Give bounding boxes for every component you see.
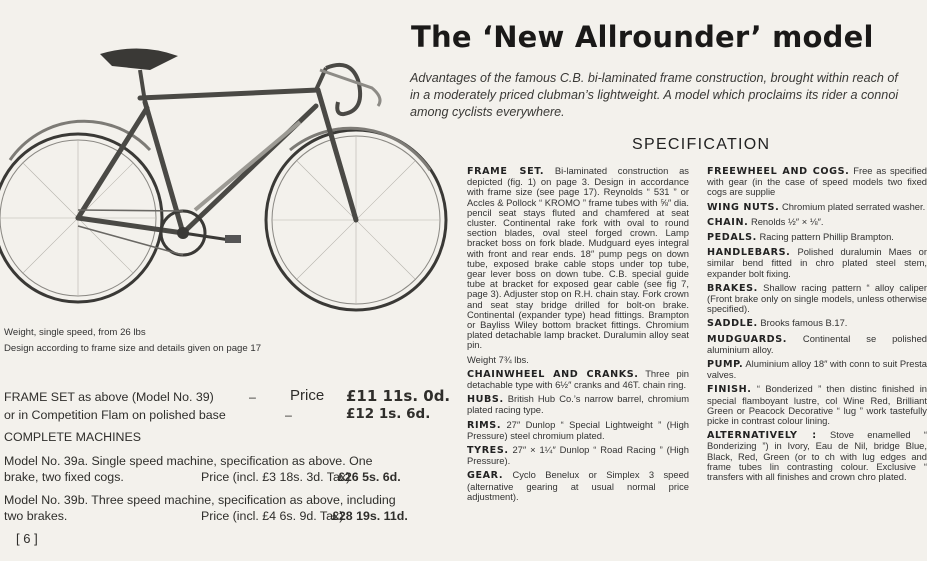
spec-item-text: Renolds ½″ × ⅛″. (750, 215, 824, 227)
spec-item (707, 384, 927, 426)
spec-item (707, 283, 927, 315)
spec-item-label: PEDALS. (707, 232, 757, 244)
spec-item (467, 369, 689, 390)
flam-dash: – (285, 408, 292, 422)
spec-item (707, 334, 927, 355)
spec-item (707, 247, 927, 279)
spec-item-label: RIMS. (467, 419, 502, 431)
specification-heading: SPECIFICATION (632, 136, 771, 153)
model-39b-tax: Price (incl. £4 6s. 9d. Tax) (201, 509, 344, 523)
spec-item-text: Polished duralumin Maes or similar bend fitted in chro plated steel stem, expander bolt fixing. (707, 246, 927, 279)
model-39b-line1: Model No. 39b. Three speed machine, specification as above, including (4, 493, 396, 507)
spec-item (707, 430, 927, 482)
spec-item (467, 470, 689, 502)
spec-item (707, 232, 927, 243)
spec-column-right (707, 166, 927, 486)
spec-item-label: FINISH. (707, 384, 752, 396)
spec-item-label: MUDGUARDS. (707, 333, 787, 345)
flam-label: or in Competition Flam on polished base (4, 408, 226, 422)
page-number: [ 6 ] (16, 531, 38, 546)
spec-item-label: CHAINWHEEL AND CRANKS. (467, 368, 639, 380)
spec-item-label: ALTERNATIVELY : (707, 430, 817, 442)
weight-caption: Weight, single speed, from 26 lbs (4, 327, 146, 338)
spec-item-text: Brooks famous B.17. (760, 317, 848, 329)
model-39b-line2: two brakes. (4, 509, 68, 523)
spec-item-label: GEAR. (467, 470, 504, 482)
spec-item-label: TYRES. (467, 445, 509, 457)
spec-item-text: “ Bonderized ” then distinc finished in special flamboyant lustre, col Wine Red, Brilliant Green or Peacock Decorative “ lug ” work tastefully picke in contrast colour lining. (707, 383, 927, 427)
page-title: The ‘New Allrounder’ model (411, 20, 874, 54)
spec-item-label: PUMP. (707, 359, 744, 371)
bicycle-illustration (0, 40, 460, 330)
intro-line: in a moderately priced clubman’s lightweight. A model which proclaims its rider a connoi (410, 88, 899, 102)
model-39b-price: £28 19s. 11d. (332, 509, 408, 523)
intro-paragraph (410, 70, 920, 121)
spec-item-text: Free as specified with gear (in the case of speed models two fixed cogs are supplie (707, 165, 927, 198)
spec-column-left (467, 166, 689, 506)
spec-item (707, 318, 927, 329)
spec-item-text: Chromium plated serrated washer. (781, 200, 926, 212)
spec-item-label: CHAIN. (707, 216, 749, 228)
spec-item-text: British Hub Co.’s narrow barrel, chromium plated racing type. (467, 393, 690, 416)
spec-item-text: Racing pattern Phillip Brampton. (759, 231, 894, 243)
spec-item-text: Three pin detachable type with 6½″ cranks and 46T. chain ring. (467, 367, 690, 391)
design-caption: Design according to frame size and details given on page 17 (4, 343, 262, 354)
intro-line: Advantages of the famous C.B. bi-laminated frame construction, brought within reach of (410, 71, 898, 85)
spec-item-text: Stove enamelled “ Bonderizing ”) in Ivory, Eau de Nil, bridge Blue, Black, Red, Green (or to ch with lug edges and frame tubes lin contrasting colour. Exclusive “ transfers with all finishes and crown chro plated. (707, 429, 927, 483)
spec-item (707, 359, 927, 380)
spec-item (707, 202, 927, 213)
spec-item-label: FREEWHEEL AND COGS. (707, 166, 850, 177)
spec-item-label: WING NUTS. (707, 201, 780, 213)
spec-item (467, 394, 689, 415)
spec-item-label: SADDLE. (707, 318, 758, 330)
frameset-label: FRAME SET as above (Model No. 39) (4, 390, 214, 404)
frameset-dash: – (249, 390, 256, 404)
spec-item (707, 217, 927, 228)
frameset-price: £11 11s. 0d. (346, 387, 451, 405)
spec-item-text: Shallow racing pattern “ alloy caliper (Front brake only on single models, unless otherwise specified). (707, 281, 927, 315)
spec-item (467, 166, 689, 351)
complete-machines-heading: COMPLETE MACHINES (4, 430, 142, 444)
spec-item-label: FRAME SET. (467, 166, 545, 177)
flam-price: £12 1s. 6d. (346, 406, 431, 422)
spec-item (707, 166, 927, 198)
spec-item-text: Bi-laminated construction as depicted (fig. 1) on page 3. Design in accordance with frame size (see page 17). Reynolds “ 531 ” or Accles & Pollock “ KROMO ” frame tubes with ⅝″ dia. pencil seat stays fluted and chamfered at seat cluster. Continental rake fork with oval to round section blades, oval steel forged crown. Lamp bracket boss on fork blade. Mudguard eyes integral with front and rear ends. 18″ pump pegs on down tube, exposed brake cable stops under top tube, gear lever boss on down tube. C.B. special guide tube at bracket for exposed gear cable (see fig 7, page 3). Adjuster stop on R.H. chain stay. Fork crown and seat stay bridge drilled for bolt-on brake. Continental (expander type) head fittings. Brampton or Bayliss Wiley bottom bracket fittings. Chromium plated detachable lamp bracket. Duralumin alloy seat pin. (467, 165, 689, 351)
model-39a-tax: Price (incl. £3 18s. 3d. Tax) (201, 470, 351, 484)
spec-item-label: HANDLEBARS. (707, 247, 791, 259)
spec-item (467, 445, 689, 466)
spec-item-text: Continental se polished aluminium alloy. (707, 332, 927, 355)
spec-item-text: 27″ Dunlop “ Special Lightweight ” (High Pressure) steel chromium plated. (467, 418, 689, 441)
spec-item-text: Weight 7¾ lbs. (467, 353, 529, 365)
intro-line: among cyclists everywhere. (410, 105, 565, 119)
model-39a-line1: Model No. 39a. Single speed machine, specification as above. One (4, 454, 373, 468)
spec-item-text: Aluminium alloy 18″ with conn to suit Presta valves. (707, 358, 927, 381)
spec-item-text: Cyclo Benelux or Simplex 3 speed (alternative gearing at usual normal price adjustment). (467, 469, 690, 502)
price-word: Price (290, 387, 325, 404)
model-39a-line2: brake, two fixed cogs. (4, 470, 124, 484)
spec-item-text: 27″ × 1¼″ Dunlop “ Road Racing ” (High Pressure). (467, 444, 689, 467)
spec-item-label: HUBS. (467, 394, 504, 406)
model-39a-price: £26 5s. 6d. (338, 470, 401, 484)
spec-item-label: BRAKES. (707, 282, 758, 294)
spec-item (467, 355, 689, 365)
spec-item (467, 420, 689, 441)
